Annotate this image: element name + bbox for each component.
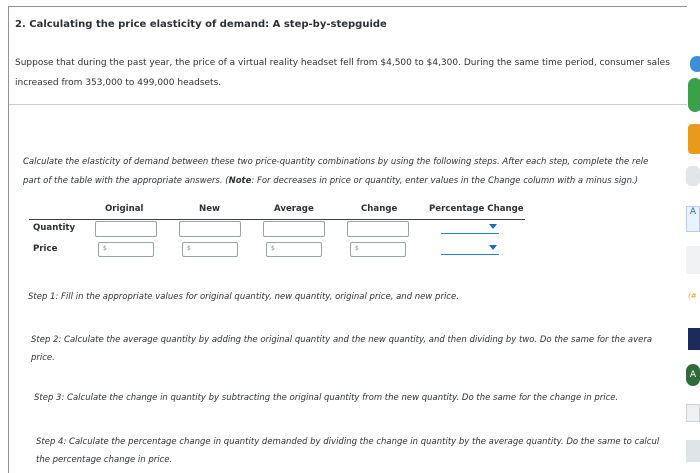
step-1: Step 1: Fill in the appropriate values for original quantity, new quantity, original price, and new price.: [28, 292, 459, 302]
price-percentage-change-dropdown[interactable]: [441, 242, 499, 255]
step-2: [31, 331, 652, 367]
currency-symbol: $: [271, 245, 275, 252]
row-label-quantity: Quantity: [33, 223, 76, 233]
step-3: Step 3: Calculate the change in quantity by subtracting the original quantity from the new quantity. Do the same for the change in price.: [34, 393, 619, 403]
edge-a-circle[interactable]: [686, 364, 700, 386]
chevron-down-icon: [489, 245, 497, 250]
edge-orange-tab[interactable]: [688, 124, 700, 154]
edge-a-circle-label: A: [689, 370, 697, 380]
step-4-line-2: the percentage change in price.: [36, 455, 173, 465]
intro-line-1: Suppose that during the past year, the price of a virtual reality headset fell from $4,500 to $4,300. During the same time period, consumer sales: [15, 58, 670, 68]
edge-blue-dot[interactable]: [690, 56, 700, 72]
quantity-new-input[interactable]: [179, 221, 241, 237]
step-4-line-1: Step 4: Calculate the percentage change in quantity demanded by dividing the change in quantity by the average quantity. Do the same to calcul: [36, 437, 660, 447]
currency-symbol: $: [355, 245, 359, 252]
price-change-input[interactable]: [350, 242, 406, 257]
instructions-line-2-pre: part of the table with the appropriate answers. (: [23, 176, 229, 186]
instructions-line-2: [23, 172, 683, 191]
edge-a-button[interactable]: [686, 206, 700, 232]
quantity-change-input[interactable]: [347, 221, 409, 237]
quantity-average-input[interactable]: [263, 221, 325, 237]
edge-widget-bottom[interactable]: [686, 440, 700, 462]
intro-line-2: increased from 353,000 to 499,000 headsets.: [15, 78, 222, 88]
quantity-original-input[interactable]: [95, 221, 157, 237]
header-original: Original: [105, 204, 144, 214]
edge-doc-icon[interactable]: [686, 404, 700, 422]
header-new: New: [199, 204, 220, 214]
question-intro: [15, 53, 687, 93]
currency-symbol: $: [187, 245, 191, 252]
price-original-input[interactable]: [98, 242, 154, 257]
header-average: Average: [274, 204, 314, 214]
instructions: [23, 153, 683, 191]
note-label: Note: [228, 176, 252, 186]
edge-a-label: A: [689, 207, 697, 217]
step-2-line-1: Step 2: Calculate the average quantity by adding the original quantity and the new quantity, and then dividing by two. Do the same for the avera: [31, 335, 653, 345]
header-change: Change: [361, 204, 398, 214]
instructions-line-2-post: : For decreases in price or quantity, enter values in the Change column with a minus sign.): [251, 176, 638, 186]
currency-symbol: $: [103, 245, 107, 252]
step-4: [36, 433, 659, 469]
row-label-price: Price: [33, 244, 58, 254]
step-2-line-2: price.: [31, 353, 55, 363]
instructions-line-1: Calculate the elasticity of demand between these two price-quantity combinations by using the following steps. After each step, complete the rele: [23, 157, 649, 167]
edge-navy-bar[interactable]: [688, 328, 700, 350]
question-panel: [8, 6, 687, 473]
price-new-input[interactable]: [182, 242, 238, 257]
edge-gray-button[interactable]: [686, 166, 700, 186]
edge-paren-label: (#: [688, 292, 697, 300]
quantity-percentage-change-dropdown[interactable]: [441, 221, 499, 234]
price-average-input[interactable]: [266, 242, 322, 257]
chevron-down-icon: [489, 224, 497, 229]
table-header-rule: [29, 219, 525, 220]
edge-widget[interactable]: [686, 246, 700, 274]
edge-green-tab[interactable]: [688, 78, 700, 112]
question-title: 2. Calculating the price elasticity of demand: A step-by-stepguide: [15, 19, 387, 30]
header-percentage-change: Percentage Change: [429, 204, 524, 214]
section-divider: [9, 104, 687, 105]
